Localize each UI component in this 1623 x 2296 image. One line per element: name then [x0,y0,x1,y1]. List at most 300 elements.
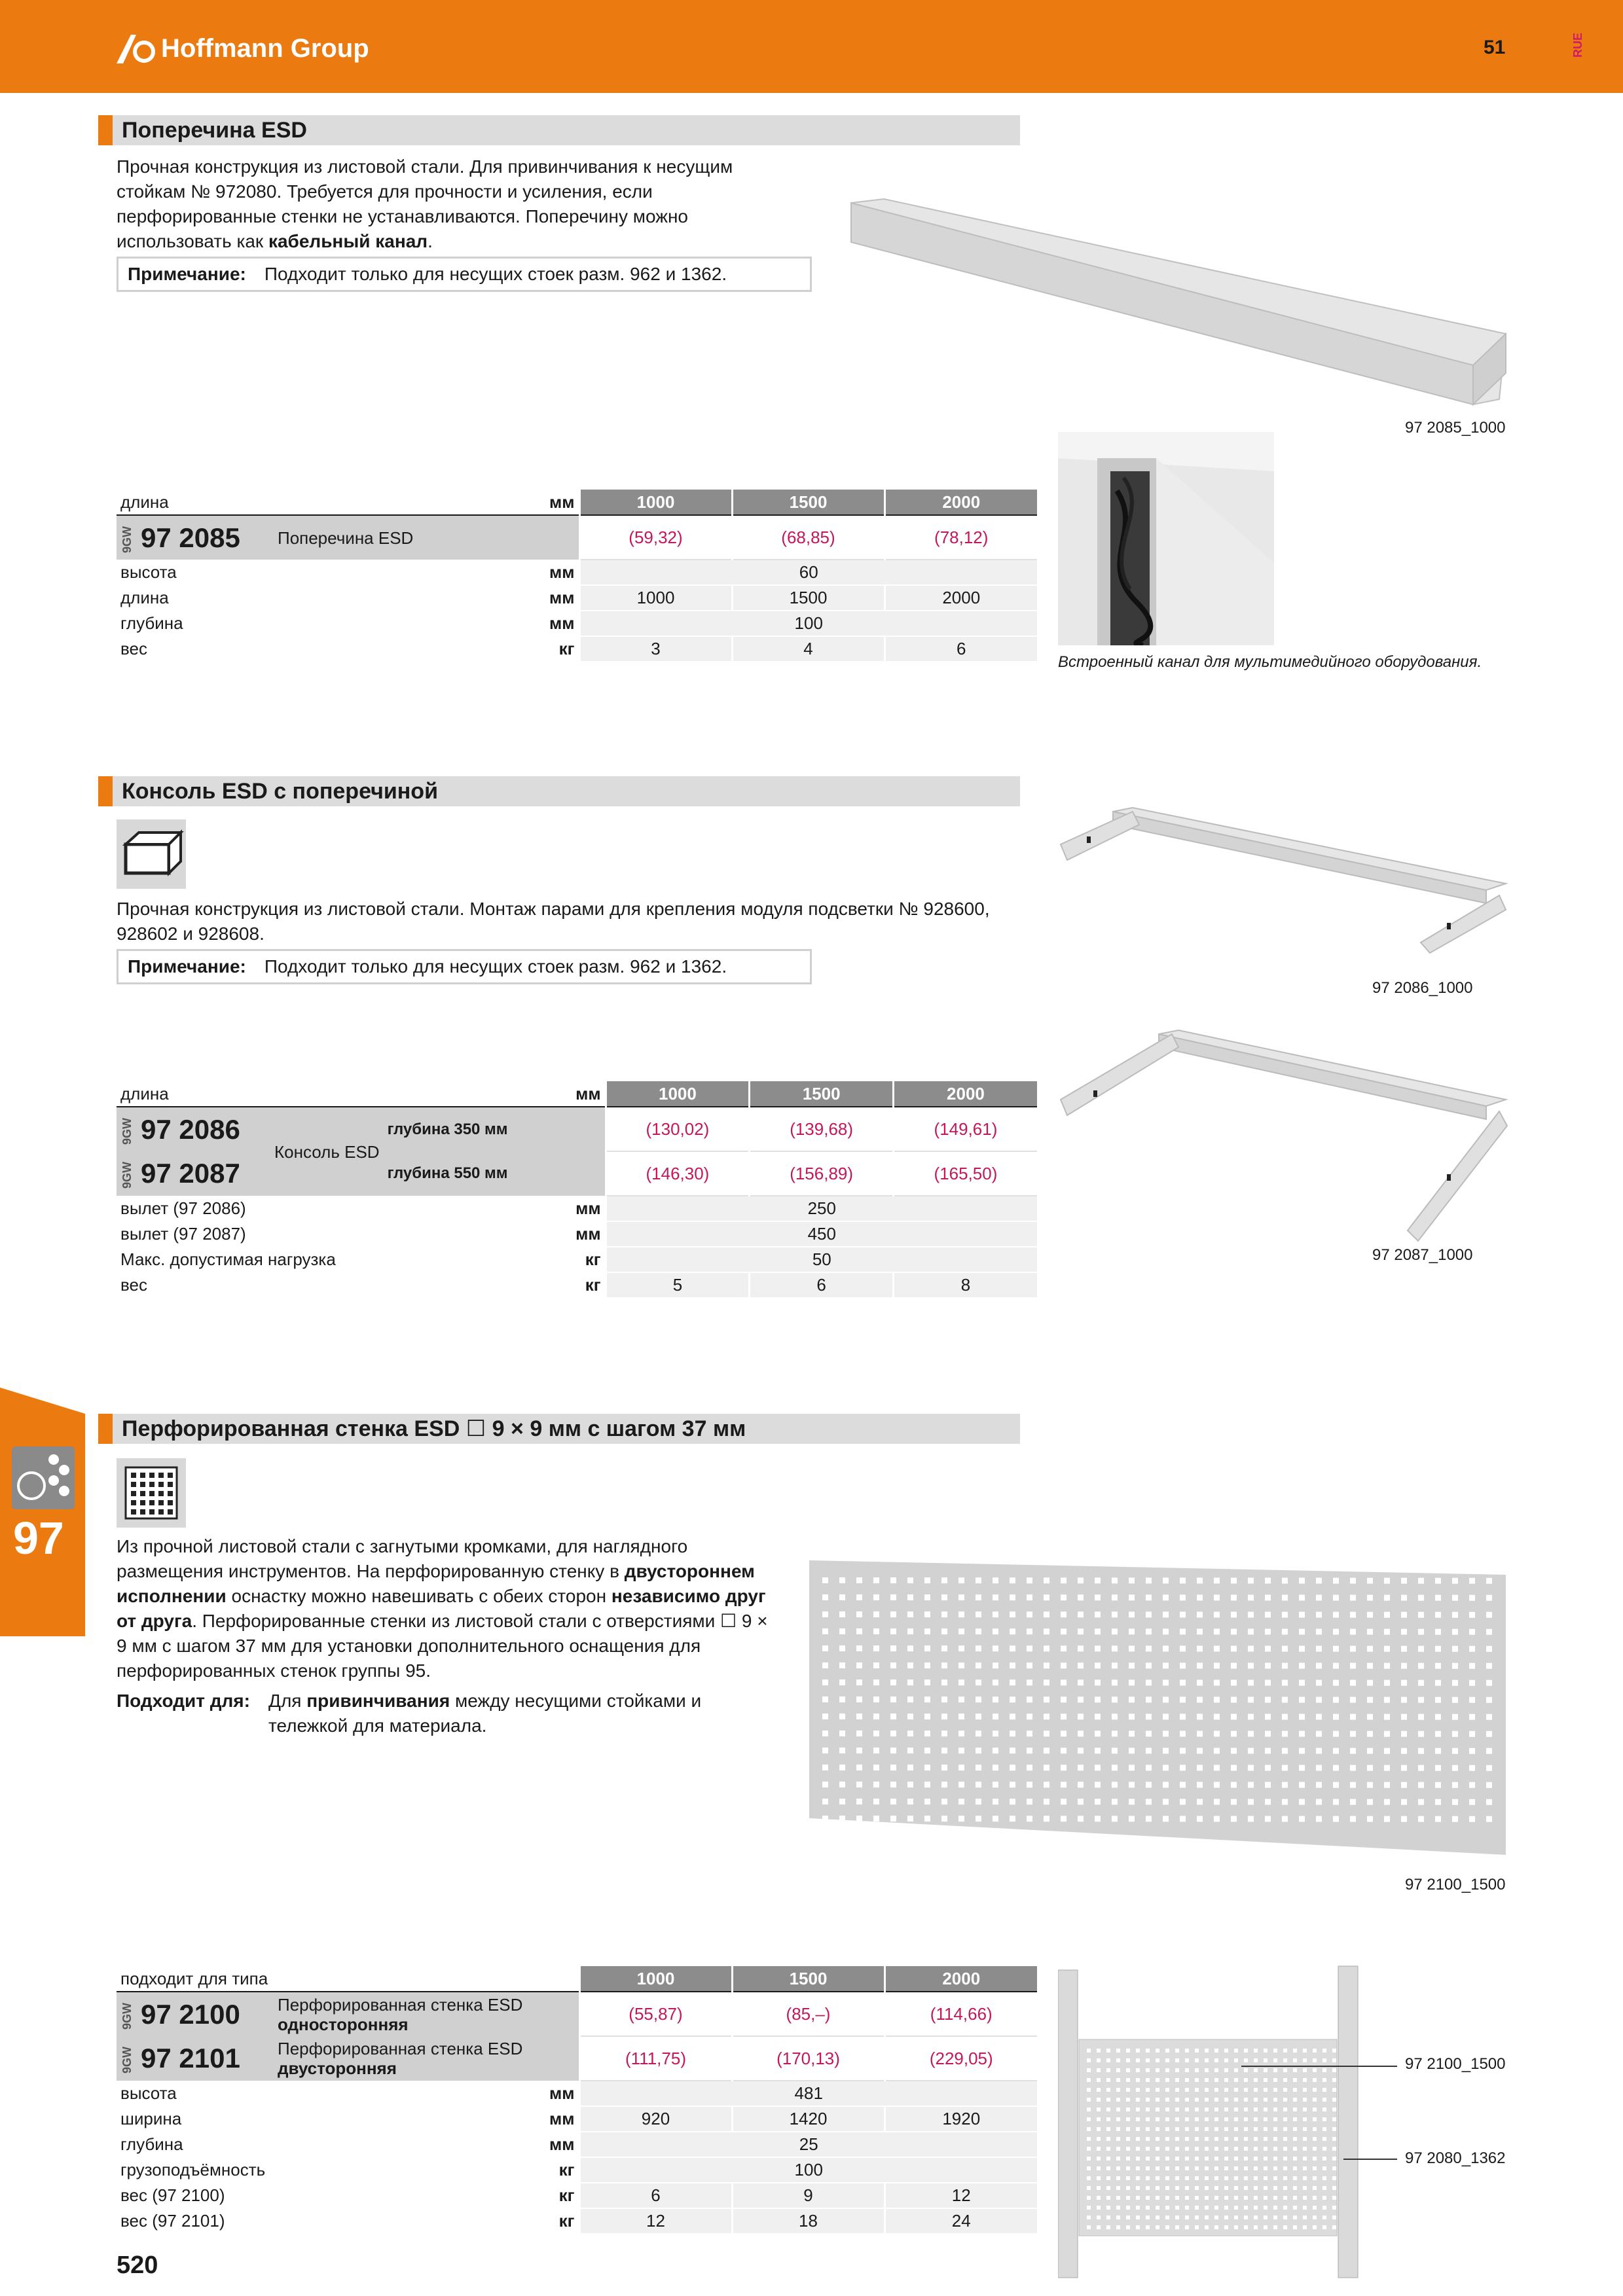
perforation-hole [1197,1713,1203,1719]
perforation-hole [1097,2215,1101,2219]
perforation-hole [1078,1577,1084,1583]
perforation-hole [1097,2049,1101,2053]
perforation-hole [1214,2098,1218,2102]
perforation-hole [1265,1578,1271,1584]
perforation-hole [1010,1765,1015,1770]
perforation-hole [1469,1697,1475,1703]
perforation-hole [1248,1697,1254,1703]
perforation-hole [1384,1782,1390,1788]
perforation-hole [1146,2206,1150,2210]
perforation-hole [1097,2127,1101,2131]
perforation-hole [856,1577,862,1583]
perforation-hole [1044,1713,1049,1719]
perforation-hole [1248,1816,1254,1822]
perforation-hole [1224,2127,1228,2131]
esd-icon [12,1446,75,1509]
perforation-hole [1197,1628,1203,1634]
row-label: высота [117,2081,338,2106]
perforation-hole [1231,1748,1237,1753]
gw-code: 9GW [120,2047,134,2074]
perforation-hole [1095,1748,1101,1753]
perforation-hole [131,1509,136,1515]
perforation-hole [1282,1782,1288,1788]
perforation-hole [1401,1663,1407,1669]
perforation-hole [924,1645,930,1651]
perforation-hole [856,1799,862,1804]
perforation-hole [1116,2088,1120,2092]
perforation-hole [1283,2127,1287,2131]
perforation-hole [1234,2196,1238,2200]
perforation-hole [1367,1612,1373,1618]
perforation-hole [1078,1799,1084,1804]
perforation-hole [1384,1748,1390,1754]
description-text: оснастку можно навешивать с обеих сторон [226,1586,611,1606]
perforation-hole [1010,1713,1015,1719]
article-number[interactable] [117,1107,270,1151]
perforation-hole [1303,2117,1307,2121]
perforation-hole [839,1731,845,1736]
perforation-hole [1332,2206,1336,2210]
perforation-hole [1486,1612,1492,1618]
row-value: 5 [606,1272,750,1298]
perforation-hole [1234,2186,1238,2190]
perforation-hole [1136,2098,1140,2102]
perforation-hole [1163,1765,1169,1770]
perforation-hole [1283,2078,1287,2082]
perforation-hole [1332,2127,1336,2131]
perforation-hole [958,1662,964,1668]
row-value: 1420 [732,2106,884,2132]
perforation-hole [907,1577,913,1583]
perforation-hole [890,1731,896,1736]
perforation-hole [1205,2049,1209,2053]
fits-text: между несущими стойками и тележкой для материала. [268,1691,702,1736]
perforation-hole [1418,1578,1424,1584]
perforation-hole [1116,2117,1120,2121]
perforation-hole [1116,2186,1120,2190]
perforation-hole [1486,1731,1492,1737]
perforation-hole [1214,2196,1218,2200]
perforation-hole [1214,2176,1218,2180]
product-name: Перфорированная стенка ESD [278,2039,523,2058]
perforation-hole [1214,2058,1218,2062]
row-value: 920 [579,2106,732,2132]
perforation-hole [1282,1697,1288,1703]
price-cell: (130,02) [606,1107,750,1151]
perforation-hole [1205,2058,1209,2062]
perforation-hole [1367,1578,1373,1584]
perforation-hole [1136,2049,1140,2053]
perforation-hole [168,1482,173,1487]
perforation-hole [1333,1697,1339,1703]
perforation-hole [1282,1748,1288,1754]
perforation-hole [1384,1629,1390,1635]
perforation-hole [1244,2117,1248,2121]
row-unit: кг [338,636,579,662]
perforation-hole [1264,2108,1267,2111]
perforation-hole [1332,2049,1336,2053]
perforation-hole [1384,1697,1390,1703]
perforation-hole [1087,2186,1091,2190]
perforation-hole [149,1509,155,1515]
perforation-hole [1299,1595,1305,1601]
perforation-hole [890,1645,896,1651]
perforation-hole [1244,2127,1248,2131]
perforation-hole [1106,2058,1110,2062]
perforation-hole [1469,1663,1475,1669]
perforation-hole [839,1628,845,1634]
perforation-hole [1264,2215,1267,2219]
perforation-hole [1195,2176,1199,2180]
perforation-hole [1316,1697,1322,1703]
perforation-hole [1316,1714,1322,1720]
perforation-hole [140,1482,145,1487]
perforation-hole [1214,2166,1218,2170]
perforation-hole [1129,1662,1135,1668]
price-cell: (146,30) [606,1151,750,1196]
perforation-hole [1293,2176,1297,2180]
perforation-hole [1244,2078,1248,2082]
section-title: Консоль ESD с поперечиной [122,778,438,804]
perforation-hole [907,1799,913,1804]
perforation-hole [1313,2176,1317,2180]
perforation-hole [1136,2127,1140,2131]
perforation-hole [1106,2215,1110,2219]
row-label: длина [117,585,338,611]
perforation-hole [1175,2058,1179,2062]
perforation-hole [1136,2176,1140,2180]
perforation-hole [1435,1782,1441,1788]
row-unit: мм [338,2081,579,2106]
perforation-hole [1112,1782,1118,1787]
perforation-hole [149,1500,155,1505]
perforation-hole [1116,2157,1120,2161]
perforation-hole [1195,2157,1199,2161]
perforation-hole [976,1731,981,1736]
perforation-hole [1197,1799,1203,1804]
row-value: 2000 [884,585,1037,611]
perforation-hole [1185,2049,1189,2053]
perforation-hole [1136,2147,1140,2151]
perforation-hole [1418,1680,1424,1686]
perforation-hole [1156,2176,1159,2180]
perforation-hole [1224,2225,1228,2229]
perforation-hole [1224,2108,1228,2111]
perforation-hole [1185,2068,1189,2072]
perforation-hole [873,1748,879,1753]
perforation-hole [924,1748,930,1753]
perforation-hole [993,1713,998,1719]
perforation-hole [1384,1714,1390,1720]
perforation-hole [1146,2137,1150,2141]
image-caption: 97 2085_1000 [1405,419,1506,437]
perforation-hole [1214,2127,1218,2131]
perforation-hole [1350,1799,1356,1805]
perforation-hole [1350,1816,1356,1822]
perforation-hole [1195,2127,1199,2131]
perforation-hole [1322,2068,1326,2072]
perforation-hole [1180,1577,1186,1583]
perforation-hole [131,1491,136,1496]
perforation-hole [1231,1713,1237,1719]
perforation-hole [1112,1662,1118,1668]
perforation-hole [1205,2137,1209,2141]
perforation-hole [1316,1663,1322,1669]
perforation-hole [1244,2176,1248,2180]
perforation-hole [1156,2049,1159,2053]
perforation-hole [890,1696,896,1702]
perforation-hole [1027,1765,1032,1770]
article-number[interactable] [117,1151,270,1196]
perforation-hole [1333,1731,1339,1737]
perforation-hole [1254,2176,1258,2180]
perforation-hole [1486,1595,1492,1601]
perforation-hole [1106,2157,1110,2161]
perforation-hole [1486,1765,1492,1771]
perforation-hole [1180,1816,1186,1821]
perforation-hole [873,1816,879,1821]
perforation-hole [1264,2206,1267,2210]
perforation-hole [1418,1663,1424,1669]
perforation-hole [1452,1612,1458,1618]
perforation-hole [1156,2098,1159,2102]
perforation-hole [856,1628,862,1634]
perforation-hole [1452,1731,1458,1737]
perforation-hole [1282,1799,1288,1805]
depth-label: глубина 550 мм [384,1151,606,1196]
perforation-hole [1165,2078,1169,2082]
perforation-hole [1273,2058,1277,2062]
perforation-hole [839,1611,845,1617]
table-header-label: длина [117,1081,384,1107]
perforation-hole [1313,2098,1317,2102]
table-row [117,2081,1037,2106]
perforation-hole [1333,1663,1339,1669]
perforation-hole [1293,2098,1297,2102]
product-name: Консоль ESD [270,1107,384,1196]
perforation-hole [1303,2196,1307,2200]
perforation-hole [1116,2049,1120,2053]
perforation-hole [1185,2215,1189,2219]
perforation-hole [907,1713,913,1719]
price-cell: (156,89) [750,1151,894,1196]
perforation-hole [1214,1731,1220,1736]
perforation-hole [1010,1679,1015,1685]
perforation-hole [1116,2098,1120,2102]
perforation-hole [1303,2157,1307,2161]
perforation-hole [1282,1765,1288,1771]
perforation-hole [1316,1629,1322,1635]
perforation-hole [1214,1816,1220,1821]
row-value: 481 [579,2081,1037,2106]
perforation-hole [1333,1816,1339,1822]
perforation-hole [1010,1696,1015,1702]
leader-line [1343,2159,1397,2160]
perforation-hole [1486,1748,1492,1754]
perforation-hole [1087,2147,1091,2151]
row-unit: мм [338,2106,579,2132]
perforation-hole [1234,2176,1238,2180]
perforation-hole [1185,2108,1189,2111]
table-header-size: 2000 [893,1081,1037,1107]
article-number[interactable] [117,515,274,560]
row-unit: кг [384,1247,606,1272]
perforation-hole [1146,2215,1150,2219]
perforation-hole [1205,2108,1209,2111]
perforation-hole [1175,2068,1179,2072]
perforation-hole [1231,1731,1237,1736]
perforation-hole [1163,1782,1169,1787]
perforation-hole [1126,2215,1130,2219]
perforation-hole [1265,1816,1271,1822]
perforation-hole [1244,2068,1248,2072]
perforation-hole [958,1645,964,1651]
perforation-hole [1165,2196,1169,2200]
perforation-hole [1350,1646,1356,1652]
table-row [117,1151,1037,1196]
perforation-hole [1234,2058,1238,2062]
perforation-hole [976,1628,981,1634]
table-row [117,2157,1037,2183]
perforation-hole [1367,1799,1373,1805]
perforation-hole [1322,2117,1326,2121]
perforation-hole [1299,1629,1305,1635]
perforation-hole [1027,1679,1032,1685]
perforation-hole [1435,1595,1441,1601]
perforation-hole [1126,2225,1130,2229]
perforation-hole [1231,1662,1237,1668]
perforation-hole [1265,1697,1271,1703]
perforation-hole [1435,1765,1441,1771]
perforation-hole [1197,1782,1203,1787]
article-number[interactable] [117,1992,274,2036]
section-title-bar [98,776,1020,806]
perforation-hole [1367,1714,1373,1720]
perforation-hole [1126,2147,1130,2151]
perforation-hole [1126,2117,1130,2121]
perforation-hole [1231,1679,1237,1685]
perforation-hole [1283,2186,1287,2190]
perforation-hole [1097,2157,1101,2161]
perforation-hole [1146,1662,1152,1668]
perforation-hole [1175,2225,1179,2229]
perforation-hole [1265,1799,1271,1805]
perforation-hole [1435,1663,1441,1669]
perforation-hole [1244,2215,1248,2219]
perforation-hole [907,1611,913,1617]
perforation-hole [1273,2088,1277,2092]
perforation-hole [1112,1594,1118,1600]
perforation-hole [1333,1646,1339,1652]
article-number[interactable] [117,2036,274,2081]
perforation-hole [1044,1679,1049,1685]
perforation-hole [1106,2206,1110,2210]
perforation-hole [1293,2049,1297,2053]
perforation-hole [1061,1816,1067,1821]
perforation-hole [1486,1714,1492,1720]
perforation-hole [1283,2049,1287,2053]
perforation-hole [1146,1696,1152,1702]
perforation-hole [1469,1578,1475,1584]
perforation-hole [1316,1612,1322,1618]
image-caption: 97 2086_1000 [1372,979,1473,997]
perforation-hole [1027,1577,1032,1583]
perforation-hole [1224,2088,1228,2092]
perforation-hole [1197,1765,1203,1770]
perforation-hole [1097,2098,1101,2102]
perforation-hole [1303,2166,1307,2170]
perforation-hole [1156,2196,1159,2200]
perforation-hole [822,1628,828,1634]
perforation-hole [873,1782,879,1787]
perforation-hole [1248,1595,1254,1601]
perforation-hole [924,1611,930,1617]
perforation-hole [993,1782,998,1787]
perforation-hole [131,1500,136,1505]
perforation-hole [1116,2068,1120,2072]
perforation-hole [1106,2225,1110,2229]
perforation-hole [839,1782,845,1787]
perforation-hole [1322,2215,1326,2219]
perforation-hole [1044,1748,1049,1753]
perforation-hole [839,1577,845,1583]
price-cell: (165,50) [893,1151,1037,1196]
perforation-hole [1293,2127,1297,2131]
perforation-hole [1322,2196,1326,2200]
perforation-hole [1185,2176,1189,2180]
note-text: Подходит только для несущих стоек разм. 962 и 1362. [264,956,727,977]
perforation-hole [1452,1765,1458,1771]
perforation-hole [1452,1799,1458,1805]
perforation-hole [1165,2068,1169,2072]
perforation-hole [168,1473,173,1478]
perforation-hole [976,1594,981,1600]
perforation-hole [1293,2225,1297,2229]
perforation-hole [924,1799,930,1804]
perforation-hole [890,1816,896,1821]
perforation-hole [1244,2088,1248,2092]
row-value: 1920 [884,2106,1037,2132]
perforation-hole [856,1731,862,1736]
perforation-hole [941,1713,947,1719]
perforation-hole [1282,1612,1288,1618]
perforation-hole [1244,2206,1248,2210]
perforation-hole [1116,2166,1120,2170]
perforation-hole [993,1765,998,1770]
row-unit: мм [384,1196,606,1221]
perforation-hole [1350,1765,1356,1771]
perforation-hole [1195,2225,1199,2229]
perforation-hole [1078,1645,1084,1651]
perforation-hole [1156,2186,1159,2190]
perforation-hole [1452,1646,1458,1652]
perforation-hole [1469,1765,1475,1771]
perforation-hole [1283,2206,1287,2210]
perforation-hole [1299,1731,1305,1737]
perforation-hole [1332,2176,1336,2180]
table-header-unit: мм [338,490,579,515]
perforation-hole [1027,1799,1032,1804]
perforation-hole [1027,1816,1032,1821]
row-value: 6 [579,2183,732,2208]
perforation-hole [1265,1748,1271,1754]
perforation-hole [924,1628,930,1634]
perforation-hole [1195,2215,1199,2219]
perforation-hole [1126,2206,1130,2210]
perforation-hole [941,1765,947,1770]
perforation-hole [1293,2166,1297,2170]
perforation-hole [1299,1799,1305,1805]
